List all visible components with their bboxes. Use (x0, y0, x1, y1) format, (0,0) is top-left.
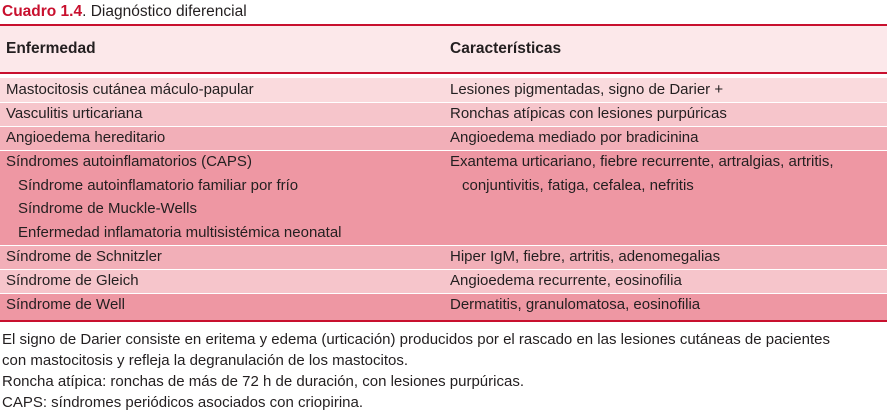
features-text: Exantema urticariano, fiebre recurrente, artralgias, artritis, (450, 153, 834, 170)
header-caracteristicas: Características (450, 40, 562, 57)
table-row (0, 103, 887, 126)
disease-text: Síndrome de Well (6, 296, 125, 313)
features-text: Angioedema recurrente, eosinofilia (450, 272, 682, 289)
features-text-continued: conjuntivitis, fatiga, cefalea, nefritis (462, 176, 694, 194)
table-row (0, 78, 887, 102)
bottom-rule (0, 320, 887, 322)
caption-number: Cuadro 1.4 (2, 3, 83, 20)
table-row (0, 270, 887, 293)
note-caps: CAPS: síndromes periódicos asociados con criopirina. (2, 394, 364, 411)
table-row (0, 151, 887, 245)
features-cell (450, 294, 700, 316)
disease-cell (6, 103, 142, 125)
note-roncha: Roncha atípica: ronchas de más de 72 h de duración, con lesiones purpúricas. (2, 373, 524, 390)
caption-title: . Diagnóstico diferencial (82, 3, 247, 20)
features-cell (450, 151, 834, 198)
features-text: Dermatitis, granulomatosa, eosinofilia (450, 296, 701, 313)
disease-cell (6, 127, 165, 149)
disease-subitem: Síndrome autoinflamatorio familiar por frío (18, 176, 299, 194)
disease-text: Síndrome de Gleich (6, 272, 139, 289)
table-row (0, 294, 887, 320)
table-notes (2, 329, 882, 413)
disease-subitem: Síndrome de Muckle-Wells (18, 200, 197, 217)
header-enfermedad: Enfermedad (6, 40, 96, 57)
table-row (0, 246, 887, 269)
disease-subitem: Enfermedad inflamatoria multisistémica neonatal (18, 223, 342, 241)
disease-text: Angioedema hereditario (6, 129, 166, 146)
disease-cell (6, 79, 254, 101)
features-text: Angioedema mediado por bradicinina (450, 129, 699, 146)
features-cell (450, 103, 727, 125)
disease-text: Síndromes autoinflamatorios (CAPS) (6, 153, 252, 170)
note-darier-continued: con mastocitosis y refleja la degranulación de los mastocitos. (2, 352, 409, 369)
disease-cell (6, 270, 139, 292)
table-caption (2, 1, 247, 23)
disease-cell (6, 246, 162, 268)
features-text: Ronchas atípicas con lesiones purpúricas (450, 105, 727, 122)
disease-text: Vasculitis urticariana (6, 105, 143, 122)
features-cell (450, 270, 682, 292)
disease-text: Síndrome de Schnitzler (6, 248, 162, 265)
features-cell (450, 246, 720, 268)
table-header (0, 26, 887, 72)
header-rule (0, 72, 887, 74)
table-row (0, 127, 887, 150)
features-text: Hiper IgM, fiebre, artritis, adenomegalias (450, 248, 721, 265)
disease-cell (6, 294, 125, 316)
features-cell (450, 127, 699, 149)
disease-text: Mastocitosis cutánea máculo-papular (6, 81, 254, 98)
features-text: Lesiones pigmentadas, signo de Darier + (450, 81, 724, 98)
features-cell (450, 79, 723, 101)
note-darier: El signo de Darier consiste en eritema y edema (urticación) producidos por el rascado en las lesiones cutáneas de pacientes (2, 331, 830, 348)
disease-cell (6, 151, 342, 245)
